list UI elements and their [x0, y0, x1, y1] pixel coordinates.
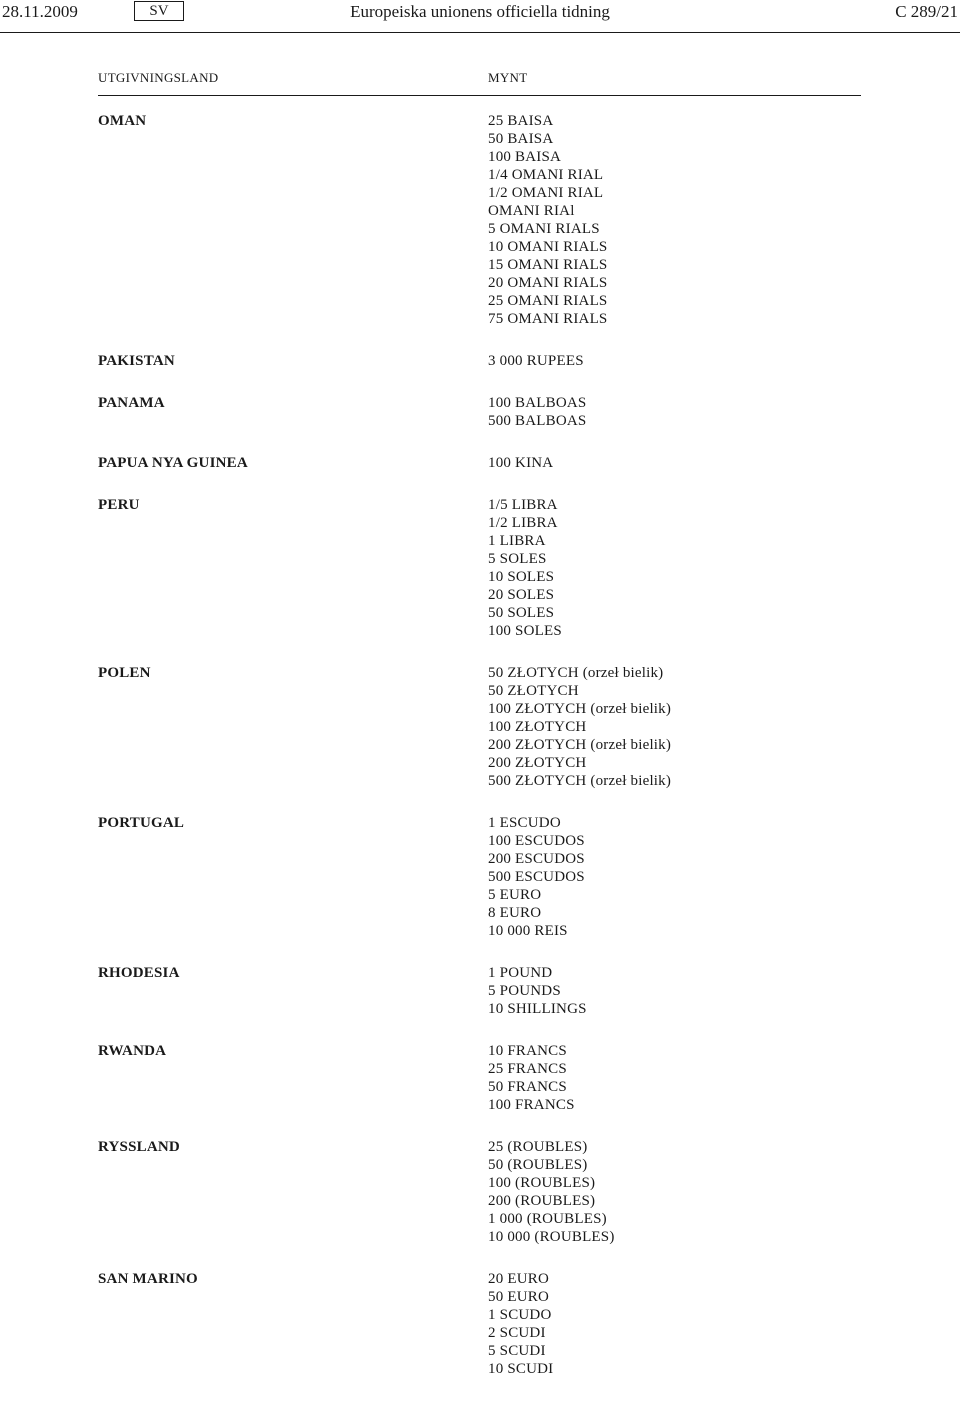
- coin-denomination: 1/2 LIBRA: [488, 515, 558, 531]
- country-name: RYSSLAND: [98, 1139, 180, 1155]
- coin-denomination: 5 SCUDI: [488, 1343, 546, 1359]
- coin-denomination: 10 000 (ROUBLES): [488, 1229, 615, 1245]
- country-entry: [0, 1042, 960, 1114]
- country-name: RHODESIA: [98, 965, 180, 981]
- coin-denomination: 200 ZŁOTYCH (orzeł bielik): [488, 737, 672, 753]
- coin-denomination: 3 000 RUPEES: [488, 353, 584, 369]
- coin-list: [488, 664, 960, 790]
- coin-list: [488, 394, 960, 430]
- coin-denomination: 2 SCUDI: [488, 1325, 546, 1341]
- coin-denomination: 1 SCUDO: [488, 1307, 552, 1323]
- country-name: PORTUGAL: [98, 815, 185, 831]
- coin-denomination: 100 (ROUBLES): [488, 1175, 596, 1191]
- coin-denomination: 10 SHILLINGS: [488, 1001, 587, 1017]
- coin-denomination: 500 ESCUDOS: [488, 869, 585, 885]
- country-name: PAKISTAN: [98, 353, 175, 369]
- coin-denomination: 15 OMANI RIALS: [488, 257, 608, 273]
- coin-list: [488, 964, 960, 1018]
- coin-denomination: 1 POUND: [488, 965, 553, 981]
- coin-denomination: 100 ZŁOTYCH (orzeł bielik): [488, 701, 672, 717]
- coin-denomination: 1 000 (ROUBLES): [488, 1211, 607, 1227]
- coin-denomination: 10 SCUDI: [488, 1361, 554, 1377]
- coin-denomination: 5 POUNDS: [488, 983, 561, 999]
- column-header-country: UTGIVNINGSLAND: [98, 70, 219, 85]
- header-rule: [0, 32, 960, 33]
- language-badge: SV: [134, 1, 184, 21]
- country-entry: [0, 664, 960, 790]
- country-entry: [0, 352, 960, 370]
- coin-denomination: 1/2 OMANI RIAL: [488, 185, 604, 201]
- coin-denomination: 200 ZŁOTYCH: [488, 755, 587, 771]
- country-entry: [0, 496, 960, 640]
- coin-denomination: 100 SOLES: [488, 623, 562, 639]
- coin-denomination: 100 KINA: [488, 455, 554, 471]
- coin-table: [0, 112, 960, 1402]
- country-entry: [0, 394, 960, 430]
- country-name: OMAN: [98, 113, 147, 129]
- coin-denomination: 1/4 OMANI RIAL: [488, 167, 604, 183]
- coin-list: [488, 112, 960, 328]
- coin-list: [488, 1270, 960, 1378]
- coin-denomination: 10 SOLES: [488, 569, 555, 585]
- coin-denomination: 20 EURO: [488, 1271, 549, 1287]
- coin-denomination: 20 OMANI RIALS: [488, 275, 608, 291]
- column-header-rule: [98, 95, 861, 96]
- coin-denomination: 1 LIBRA: [488, 533, 546, 549]
- coin-list: [488, 496, 960, 640]
- coin-list: [488, 352, 960, 370]
- coin-denomination: 500 BALBOAS: [488, 413, 587, 429]
- coin-denomination: 50 FRANCS: [488, 1079, 567, 1095]
- journal-title: Europeiska unionens officiella tidning: [350, 2, 610, 21]
- coin-denomination: 10 FRANCS: [488, 1043, 567, 1059]
- country-name: RWANDA: [98, 1043, 167, 1059]
- coin-denomination: 5 OMANI RIALS: [488, 221, 600, 237]
- coin-denomination: 10 OMANI RIALS: [488, 239, 608, 255]
- coin-list: [488, 454, 960, 472]
- coin-denomination: 500 ZŁOTYCH (orzeł bielik): [488, 773, 672, 789]
- coin-denomination: 25 OMANI RIALS: [488, 293, 608, 309]
- country-name: POLEN: [98, 665, 151, 681]
- coin-denomination: 50 ZŁOTYCH: [488, 683, 579, 699]
- coin-list: [488, 1042, 960, 1114]
- publication-date: 28.11.2009: [2, 2, 78, 21]
- coin-denomination: 50 EURO: [488, 1289, 549, 1305]
- country-entry: [0, 1270, 960, 1378]
- coin-list: [488, 1138, 960, 1246]
- coin-denomination: 100 FRANCS: [488, 1097, 575, 1113]
- coin-denomination: 50 BAISA: [488, 131, 554, 147]
- country-entry: [0, 1138, 960, 1246]
- country-entry: [0, 814, 960, 940]
- country-entry: [0, 454, 960, 472]
- coin-denomination: 20 SOLES: [488, 587, 555, 603]
- coin-denomination: 200 (ROUBLES): [488, 1193, 596, 1209]
- page-number: C 289/21: [895, 2, 958, 21]
- coin-denomination: 10 000 REIS: [488, 923, 568, 939]
- coin-denomination: 5 EURO: [488, 887, 542, 903]
- column-header-coin: MYNT: [488, 70, 528, 85]
- coin-denomination: 75 OMANI RIALS: [488, 311, 608, 327]
- coin-denomination: 50 SOLES: [488, 605, 555, 621]
- coin-denomination: 25 FRANCS: [488, 1061, 567, 1077]
- country-entry: [0, 964, 960, 1018]
- page-header: [0, 0, 960, 33]
- country-name: SAN MARINO: [98, 1271, 198, 1287]
- coin-denomination: 100 ZŁOTYCH: [488, 719, 587, 735]
- country-entry: [0, 112, 960, 328]
- coin-denomination: OMANI RIAl: [488, 203, 575, 219]
- coin-denomination: 1 ESCUDO: [488, 815, 561, 831]
- coin-denomination: 25 BAISA: [488, 113, 554, 129]
- coin-list: [488, 814, 960, 940]
- coin-denomination: 5 SOLES: [488, 551, 547, 567]
- coin-denomination: 100 BALBOAS: [488, 395, 587, 411]
- country-name: PERU: [98, 497, 140, 513]
- country-name: PANAMA: [98, 395, 165, 411]
- coin-denomination: 100 ESCUDOS: [488, 833, 585, 849]
- coin-denomination: 50 (ROUBLES): [488, 1157, 588, 1173]
- coin-denomination: 50 ZŁOTYCH (orzeł bielik): [488, 665, 664, 681]
- coin-denomination: 100 BAISA: [488, 149, 562, 165]
- country-name: PAPUA NYA GUINEA: [98, 455, 248, 471]
- coin-denomination: 1/5 LIBRA: [488, 497, 558, 513]
- coin-denomination: 200 ESCUDOS: [488, 851, 585, 867]
- coin-denomination: 25 (ROUBLES): [488, 1139, 588, 1155]
- coin-denomination: 8 EURO: [488, 905, 542, 921]
